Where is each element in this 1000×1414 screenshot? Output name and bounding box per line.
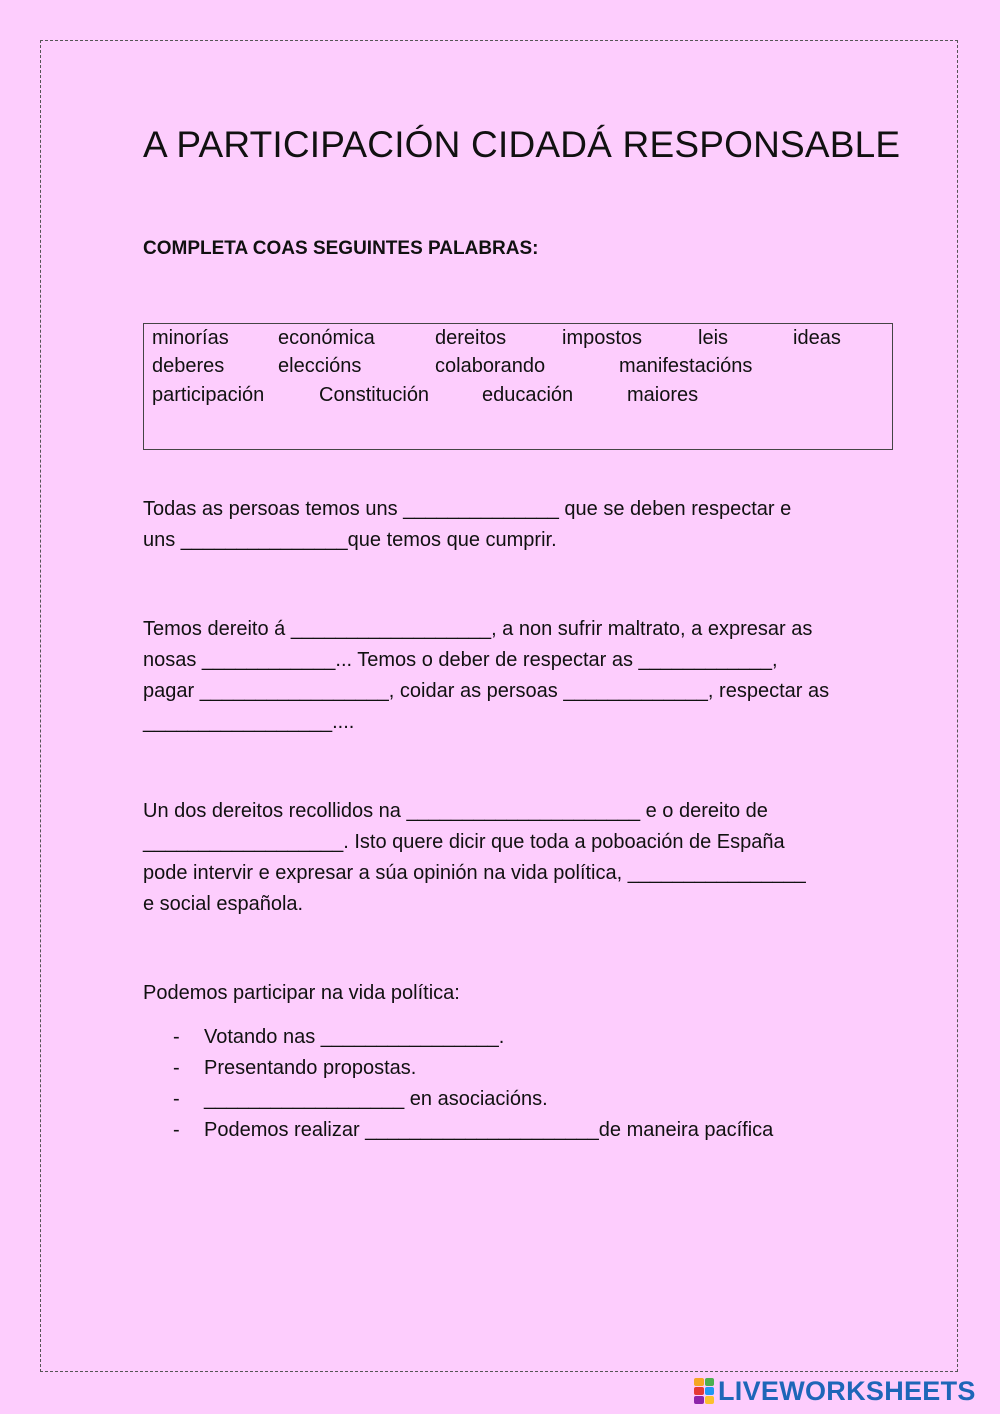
list-dash: - bbox=[173, 1119, 180, 1141]
page-title: A PARTICIPACIÓN CIDADÁ RESPONSABLE bbox=[143, 124, 901, 165]
list-item-text: Votando nas ________________. bbox=[204, 1026, 505, 1048]
paragraph-constitucion bbox=[143, 796, 883, 920]
word-bank-word: participación bbox=[152, 384, 265, 406]
paragraph-line: Podemos participar na vida política: bbox=[143, 982, 460, 1004]
list-item bbox=[143, 1115, 773, 1146]
list-item-text: Presentando propostas. bbox=[204, 1057, 417, 1079]
instruction-heading: COMPLETA COAS SEGUINTES PALABRAS: bbox=[143, 238, 539, 259]
list-dash: - bbox=[173, 1026, 180, 1048]
paragraph-line: Todas as persoas temos uns ______________ que se deben respectar e bbox=[143, 498, 792, 520]
paragraph-line: _________________.... bbox=[143, 711, 355, 733]
word-bank-word: deberes bbox=[152, 355, 225, 377]
list-dash: - bbox=[173, 1088, 180, 1110]
paragraph-rights-duties bbox=[143, 494, 883, 556]
paragraph-line: pode intervir e expresar a súa opinión na vida política, ________________ bbox=[143, 862, 806, 884]
paragraph-line: Un dos dereitos recollidos na _____________________ e o dereito de bbox=[143, 800, 768, 822]
list-item bbox=[143, 1053, 773, 1084]
paragraph-line: pagar _________________, coidar as persoas _____________, respectar as bbox=[143, 680, 830, 702]
word-bank-word: leis bbox=[698, 327, 729, 349]
word-bank-word: impostos bbox=[562, 327, 643, 349]
word-bank-word: Constitución bbox=[319, 384, 430, 406]
list-item bbox=[143, 1022, 773, 1053]
list-item bbox=[143, 1084, 773, 1115]
liveworksheets-logo-text: LIVEWORKSHEETS bbox=[718, 1375, 976, 1406]
paragraph-participation-intro bbox=[143, 978, 883, 1009]
paragraph-line: e social española. bbox=[143, 893, 304, 915]
paragraph-line: Temos dereito á __________________, a non sufrir maltrato, a expresar as bbox=[143, 618, 813, 640]
word-bank-word: económica bbox=[278, 327, 375, 349]
list-dash: - bbox=[173, 1057, 180, 1079]
liveworksheets-badge-icon bbox=[694, 1378, 714, 1404]
list-item-text: __________________ en asociacións. bbox=[204, 1088, 548, 1110]
paragraph-dereito-deber bbox=[143, 614, 883, 738]
word-bank-word: manifestacións bbox=[619, 355, 753, 377]
paragraph-line: __________________. Isto quere dicir que toda a poboación de España bbox=[143, 831, 785, 853]
word-bank-word: maiores bbox=[627, 384, 699, 406]
word-bank-box bbox=[143, 323, 893, 450]
word-bank-word: educación bbox=[482, 384, 574, 406]
participation-list bbox=[143, 1022, 773, 1146]
word-bank-word: eleccións bbox=[278, 355, 362, 377]
paragraph-line: nosas ____________... Temos o deber de respectar as ____________, bbox=[143, 649, 778, 671]
word-bank-word: colaborando bbox=[435, 355, 546, 377]
list-item-text: Podemos realizar _____________________de maneira pacífica bbox=[204, 1119, 774, 1141]
liveworksheets-logo[interactable] bbox=[694, 1376, 976, 1406]
word-bank-word: ideas bbox=[793, 327, 841, 349]
paragraph-line: uns _______________que temos que cumprir. bbox=[143, 529, 557, 551]
word-bank-word: minorías bbox=[152, 327, 229, 349]
word-bank-word: dereitos bbox=[435, 327, 507, 349]
